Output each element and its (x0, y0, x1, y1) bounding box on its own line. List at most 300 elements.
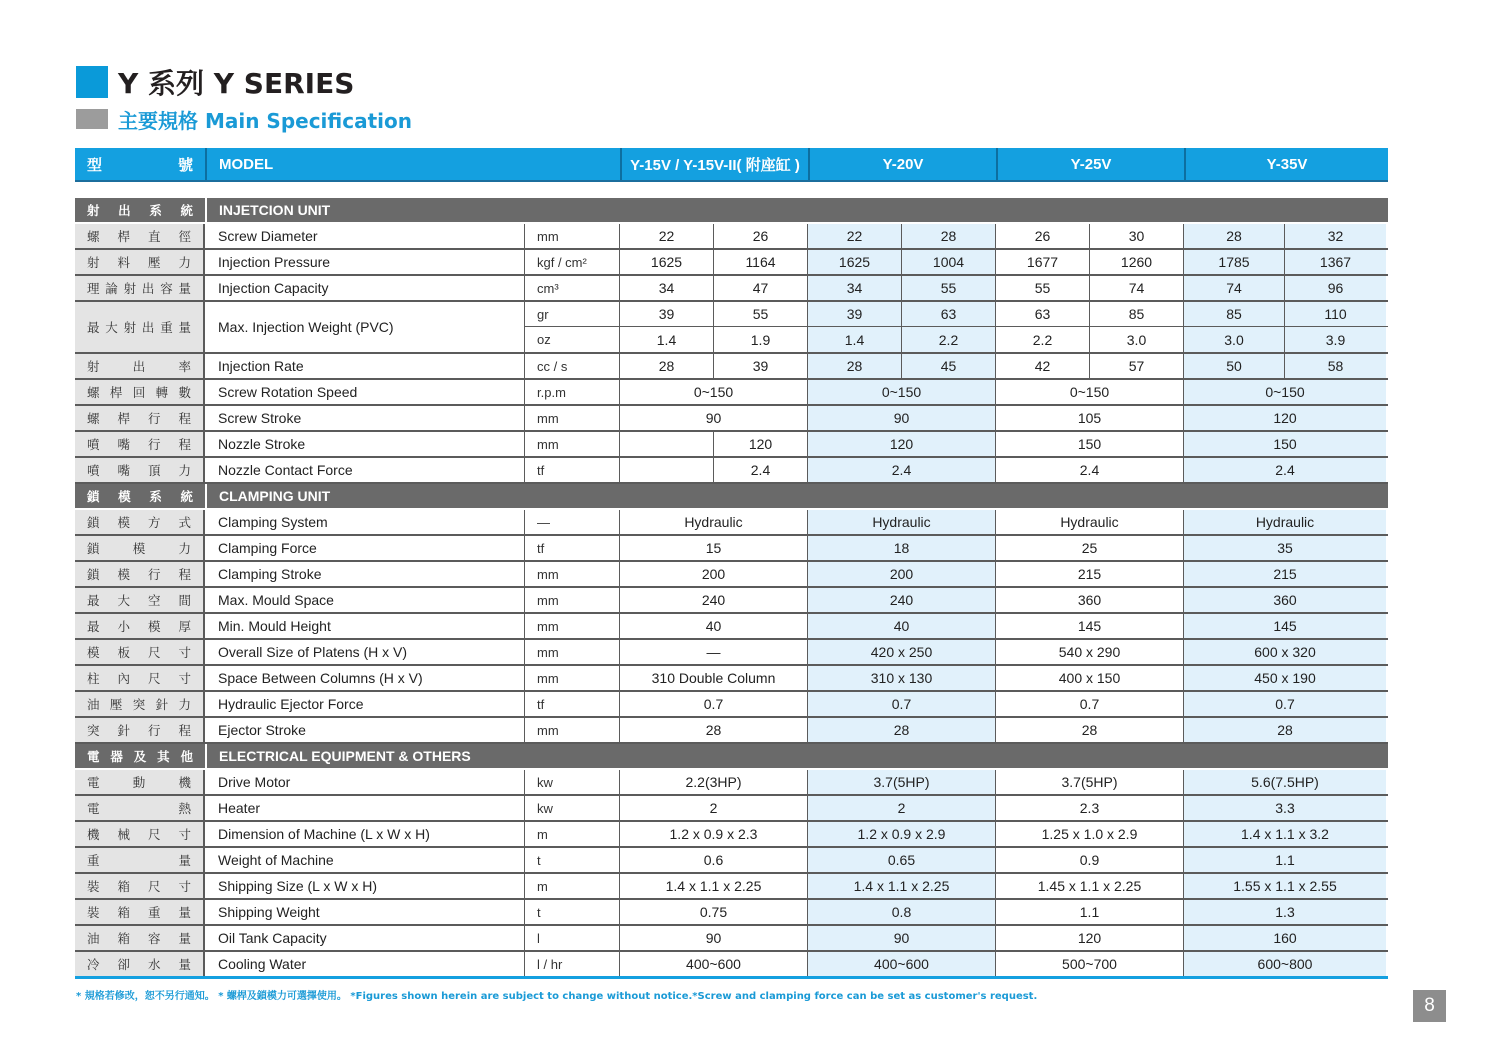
value-cell: 120 (1184, 406, 1386, 430)
cn-char: 針 (117, 723, 130, 738)
value-cell: 55 (996, 276, 1090, 300)
value-cell: 22 (620, 224, 714, 248)
value-cell: 58 (1285, 354, 1386, 378)
value-cell: 160 (1184, 926, 1386, 950)
value-cell: 0.7 (808, 692, 996, 716)
cn-char: 突 (87, 723, 100, 738)
header-model-4: Y-35V (1266, 155, 1308, 173)
value-cell: — (620, 640, 808, 664)
cn-char: 系 (149, 203, 162, 218)
row-cn-label (75, 432, 205, 456)
unit-cell: l (525, 926, 620, 950)
cn-char: 量 (178, 320, 191, 335)
row-en-label: Screw Stroke (205, 406, 525, 430)
value-cell: 63 (902, 302, 996, 326)
section-header (75, 198, 1388, 224)
value-cell: 0.6 (620, 848, 808, 872)
value-cell: 2.4 (996, 458, 1184, 482)
unit-cell: kw (525, 796, 620, 820)
section-header (75, 744, 1388, 770)
value-cell: 1.55 x 1.1 x 2.55 (1184, 874, 1386, 898)
row-cn-label (75, 900, 205, 924)
cn-char: 電 (87, 801, 100, 816)
cn-char: 螺 (87, 411, 100, 426)
row-en-label: Screw Diameter (205, 224, 525, 248)
cn-char: 最 (87, 593, 100, 608)
value-cell: 55 (902, 276, 996, 300)
cn-char: 程 (178, 411, 191, 426)
cn-char: 大 (105, 320, 118, 335)
value-cell: 240 (620, 588, 808, 612)
row-sub-rows (525, 302, 1388, 352)
cn-char: 尺 (147, 671, 161, 686)
cn-char: 重 (147, 905, 161, 920)
value-cell: 90 (620, 926, 808, 950)
table-row (75, 822, 1388, 848)
footnote: * 規格若修改，恕不另行通知。 * 螺桿及鎖模力可選擇使用。 *Figures shown herein are subject to change without notice.*Screw and clamping force can be set as customer's request. (76, 991, 1038, 1002)
cn-char: 行 (147, 567, 161, 582)
cn-char: 論 (105, 281, 118, 296)
cn-char: 行 (147, 723, 161, 738)
cn-char: 間 (178, 593, 191, 608)
cn-char: 容 (147, 931, 161, 946)
section-title: ELECTRICAL EQUIPMENT & OTHERS (219, 748, 471, 764)
value-cell: 90 (808, 406, 996, 430)
value-cell: 0.7 (1184, 692, 1386, 716)
value-cell: 26 (996, 224, 1090, 248)
value-cell: 18 (808, 536, 996, 560)
row-en-label: Clamping System (205, 510, 525, 534)
row-cn-label (75, 562, 205, 586)
value-cell: 90 (620, 406, 808, 430)
cn-char: 熱 (178, 801, 191, 816)
table-row (75, 536, 1388, 562)
cn-char: 卻 (117, 957, 130, 972)
table-row (75, 276, 1388, 302)
row-cn-label (75, 224, 205, 248)
value-cell: 0.8 (808, 900, 996, 924)
value-cell: 2.4 (808, 458, 996, 482)
value-cell: 85 (1090, 302, 1184, 326)
value-cell: 110 (1285, 302, 1386, 326)
unit-cell: m (525, 874, 620, 898)
value-cell: 3.7(5HP) (808, 770, 996, 794)
value-cell: 2.4 (1184, 458, 1386, 482)
cn-char: 量 (178, 905, 191, 920)
cn-char: 大 (117, 593, 130, 608)
value-cell: 0.7 (996, 692, 1184, 716)
cn-char: 程 (178, 567, 191, 582)
unit-cell: kw (525, 770, 620, 794)
value-cell: 0.75 (620, 900, 808, 924)
row-en-label: Dimension of Machine (L x W x H) (205, 822, 525, 846)
cn-char: 鎖 (87, 489, 100, 504)
table-row (75, 718, 1388, 744)
value-cell: 200 (808, 562, 996, 586)
value-cell: 34 (808, 276, 902, 300)
cn-char: 數 (178, 385, 191, 400)
header-cn: 型 號 (75, 148, 207, 180)
value-cell: 1.4 (620, 327, 714, 352)
table-row (75, 900, 1388, 926)
value-cell: 5.6(7.5HP) (1184, 770, 1386, 794)
row-en-label: Oil Tank Capacity (205, 926, 525, 950)
value-cell: 1.4 x 1.1 x 2.25 (620, 874, 808, 898)
row-en-label: Space Between Columns (H x V) (205, 666, 525, 690)
table-row (75, 588, 1388, 614)
section-title: INJETCION UNIT (219, 202, 331, 218)
cn-char: 力 (178, 697, 191, 712)
value-cell: 57 (1090, 354, 1184, 378)
value-cell: 28 (620, 354, 714, 378)
value-cell: 90 (808, 926, 996, 950)
cn-char: 機 (87, 827, 100, 842)
value-cell: 2.2 (902, 327, 996, 352)
cn-char: 程 (178, 723, 191, 738)
unit-cell: t (525, 900, 620, 924)
cn-char: 寸 (178, 879, 191, 894)
value-cell: 2.4 (714, 458, 808, 482)
value-cell: 47 (714, 276, 808, 300)
value-cell: 500~700 (996, 952, 1184, 976)
row-cn-label (75, 874, 205, 898)
value-cell: 28 (808, 718, 996, 742)
row-en-label: Weight of Machine (205, 848, 525, 872)
unit-cell: mm (525, 614, 620, 638)
cn-char: 器 (110, 749, 123, 764)
unit-cell: r.p.m (525, 380, 620, 404)
value-cell: 3.0 (1090, 327, 1184, 352)
row-cn-label (75, 380, 205, 404)
value-cell: 1.4 x 1.1 x 3.2 (1184, 822, 1386, 846)
value-cell: 3.3 (1184, 796, 1386, 820)
cn-char: 射 (123, 320, 137, 335)
value-cell: 26 (714, 224, 808, 248)
value-cell: 40 (808, 614, 996, 638)
cn-char: 量 (178, 957, 191, 972)
cn-char: 螺 (87, 229, 100, 244)
section-cn (75, 484, 207, 508)
cn-char: 頂 (147, 463, 161, 478)
cn-char: 柱 (87, 671, 100, 686)
value-cell: 1625 (808, 250, 902, 274)
unit-cell: tf (525, 458, 620, 482)
cn-char: 射 (87, 359, 100, 374)
value-cell: 450 x 190 (1184, 666, 1386, 690)
value-cell: 39 (620, 302, 714, 326)
cn-char: 模 (117, 567, 130, 582)
value-cell: 1.4 (808, 327, 902, 352)
value-cell: 2.2 (996, 327, 1090, 352)
value-cell: 28 (1184, 224, 1285, 248)
cn-char: 板 (117, 645, 130, 660)
row-en-label: Heater (205, 796, 525, 820)
cn-char: 寸 (178, 827, 191, 842)
cn-char: 鎖 (87, 515, 100, 530)
unit-cell: mm (525, 666, 620, 690)
cn-char: 尺 (147, 879, 161, 894)
title-text: Y 系列 Y SERIES (118, 67, 355, 100)
unit-cell: mm (525, 718, 620, 742)
cn-char: 及 (133, 749, 147, 764)
value-cell: Hydraulic (808, 510, 996, 534)
value-cell: 1.3 (1184, 900, 1386, 924)
row-en-label: Shipping Weight (205, 900, 525, 924)
cn-char: 量 (178, 931, 191, 946)
cn-char: 料 (117, 255, 130, 270)
value-cell: 400 x 150 (996, 666, 1184, 690)
cn-char: 直 (147, 229, 161, 244)
cn-char: 電 (87, 775, 100, 790)
value-cell: 2 (808, 796, 996, 820)
value-cell: 25 (996, 536, 1184, 560)
value-cell: Hydraulic (620, 510, 808, 534)
cn-char: 統 (180, 203, 193, 218)
row-cn-label (75, 614, 205, 638)
cn-char: 尺 (147, 827, 161, 842)
value-cell: 1.45 x 1.1 x 2.25 (996, 874, 1184, 898)
cn-char: 行 (147, 437, 161, 452)
value-cell (620, 458, 714, 482)
cn-char: 出 (118, 203, 131, 218)
unit-cell: mm (525, 224, 620, 248)
table-row (75, 770, 1388, 796)
subtitle-text: 主要規格 Main Specification (118, 108, 412, 133)
row-en-label: Max. Mould Space (205, 588, 525, 612)
table-row (75, 406, 1388, 432)
cn-char: 容 (160, 281, 173, 296)
unit-cell: m (525, 822, 620, 846)
section-cn (75, 744, 207, 768)
cn-char: 重 (160, 320, 173, 335)
cn-char: 寸 (178, 671, 191, 686)
cn-char: 他 (180, 749, 193, 764)
cn-char: 最 (87, 320, 100, 335)
value-cell: 1.9 (714, 327, 808, 352)
table-row (75, 224, 1388, 250)
cn-char: 出 (141, 320, 155, 335)
row-en-label: Hydraulic Ejector Force (205, 692, 525, 716)
cn-char: 重 (87, 853, 100, 868)
table-row (75, 354, 1388, 380)
row-cn-label (75, 302, 205, 352)
table-row (75, 614, 1388, 640)
header-model-label: MODEL (207, 148, 622, 180)
row-cn-label (75, 666, 205, 690)
table-row (75, 640, 1388, 666)
row-en-label: Clamping Force (205, 536, 525, 560)
row-en-label: Max. Injection Weight (PVC) (205, 302, 525, 352)
value-cell: 120 (996, 926, 1184, 950)
cn-char: 桿 (117, 411, 130, 426)
cn-char: 裝 (87, 905, 100, 920)
value-cell: 2.2(3HP) (620, 770, 808, 794)
value-cell: 1004 (902, 250, 996, 274)
cn-char: 量 (178, 281, 191, 296)
cn-char: 油 (87, 697, 100, 712)
cn-char: 統 (180, 489, 193, 504)
row-cn-label (75, 926, 205, 950)
row-cn-label (75, 406, 205, 430)
value-cell: 34 (620, 276, 714, 300)
row-cn-label (75, 848, 205, 872)
cn-char: 厚 (178, 619, 191, 634)
cn-char: 噴 (87, 437, 100, 452)
value-cell: 1.25 x 1.0 x 2.9 (996, 822, 1184, 846)
cn-char: 射 (87, 255, 100, 270)
cn-char: 射 (87, 203, 100, 218)
cn-char: 理 (87, 281, 100, 296)
sub-row (525, 302, 1388, 327)
value-cell: 63 (996, 302, 1090, 326)
value-cell: 42 (996, 354, 1090, 378)
value-cell: 540 x 290 (996, 640, 1184, 664)
table-row (75, 250, 1388, 276)
cn-char: 模 (118, 489, 131, 504)
cn-char: 箱 (117, 905, 130, 920)
cn-char: 針 (155, 697, 169, 712)
value-cell: 28 (620, 718, 808, 742)
value-cell: 1.2 x 0.9 x 2.9 (808, 822, 996, 846)
value-cell: 40 (620, 614, 808, 638)
cn-char: 式 (178, 515, 191, 530)
value-cell: 30 (1090, 224, 1184, 248)
table-row (75, 562, 1388, 588)
cn-char: 模 (117, 515, 130, 530)
cn-char: 力 (178, 255, 191, 270)
value-cell: 1.2 x 0.9 x 2.3 (620, 822, 808, 846)
value-cell: 600~800 (1184, 952, 1386, 976)
value-cell: 96 (1285, 276, 1386, 300)
value-cell: 150 (1184, 432, 1386, 456)
unit-cell: l / hr (525, 952, 620, 976)
table-row (75, 432, 1388, 458)
unit-cell: mm (525, 640, 620, 664)
value-cell: Hydraulic (996, 510, 1184, 534)
section-title: CLAMPING UNIT (219, 488, 331, 504)
cn-char: 模 (132, 541, 146, 556)
cn-char: 箱 (117, 931, 130, 946)
table-row (75, 874, 1388, 900)
value-cell: 50 (1184, 354, 1285, 378)
value-cell: 120 (714, 432, 808, 456)
value-cell: 1367 (1285, 250, 1386, 274)
table-row (75, 692, 1388, 718)
value-cell: 2.3 (996, 796, 1184, 820)
value-cell: 0~150 (808, 380, 996, 404)
row-en-label: Injection Pressure (205, 250, 525, 274)
header-model-2: Y-20V (810, 148, 998, 180)
value-cell: 200 (620, 562, 808, 586)
unit-cell: mm (525, 588, 620, 612)
value-cell: 3.0 (1184, 327, 1285, 352)
page-subtitle (76, 108, 412, 133)
cn-char: 桿 (117, 229, 130, 244)
cn-char: 射 (123, 281, 137, 296)
value-cell: 215 (1184, 562, 1386, 586)
value-cell: 35 (1184, 536, 1386, 560)
value-cell: 310 x 130 (808, 666, 996, 690)
value-cell: 0~150 (620, 380, 808, 404)
cn-char: 鎖 (87, 541, 100, 556)
value-cell: 600 x 320 (1184, 640, 1386, 664)
row-cn-label (75, 692, 205, 716)
value-cell: 22 (808, 224, 902, 248)
value-cell: 360 (1184, 588, 1386, 612)
cn-char: 寸 (178, 645, 191, 660)
unit-cell: tf (525, 692, 620, 716)
page-number: 8 (1413, 990, 1446, 1022)
cn-char: 螺 (87, 385, 100, 400)
cn-char: 出 (132, 359, 146, 374)
row-en-label: Nozzle Contact Force (205, 458, 525, 482)
cn-char: 突 (132, 697, 146, 712)
cn-char: 轉 (155, 385, 169, 400)
value-cell: 1785 (1184, 250, 1285, 274)
value-cell: 45 (902, 354, 996, 378)
cn-char: 出 (141, 281, 155, 296)
table-row-double (75, 302, 1388, 354)
value-cell: 28 (902, 224, 996, 248)
cn-char: 裝 (87, 879, 100, 894)
row-en-label: Ejector Stroke (205, 718, 525, 742)
cn-char: 機 (178, 775, 191, 790)
unit-cell: kgf / cm² (525, 250, 620, 274)
value-cell: 32 (1285, 224, 1386, 248)
value-cell: 3.7(5HP) (996, 770, 1184, 794)
table-row (75, 926, 1388, 952)
value-cell: 420 x 250 (808, 640, 996, 664)
cn-char: 最 (87, 619, 100, 634)
row-en-label: Shipping Size (L x W x H) (205, 874, 525, 898)
value-cell: 39 (714, 354, 808, 378)
unit-cell: t (525, 848, 620, 872)
row-en-label: Screw Rotation Speed (205, 380, 525, 404)
row-en-label: Nozzle Stroke (205, 432, 525, 456)
row-cn-label (75, 588, 205, 612)
row-cn-label (75, 640, 205, 664)
row-en-label: Drive Motor (205, 770, 525, 794)
value-cell: 145 (996, 614, 1184, 638)
row-cn-label (75, 510, 205, 534)
value-cell: 15 (620, 536, 808, 560)
row-en-label: Injection Capacity (205, 276, 525, 300)
value-cell (620, 432, 714, 456)
table-row (75, 952, 1388, 978)
value-cell: 145 (1184, 614, 1386, 638)
row-cn-label (75, 354, 205, 378)
row-cn-label (75, 770, 205, 794)
unit-cell: oz (525, 327, 620, 352)
row-cn-label (75, 952, 205, 976)
value-cell: 39 (808, 302, 902, 326)
cn-char: 空 (147, 593, 161, 608)
cn-char: 壓 (109, 697, 123, 712)
cn-char: 水 (147, 957, 161, 972)
value-cell: 85 (1184, 302, 1285, 326)
table-row (75, 380, 1388, 406)
row-en-label: Overall Size of Platens (H x V) (205, 640, 525, 664)
cn-char: 徑 (178, 229, 191, 244)
table-row (75, 458, 1388, 484)
value-cell: 1260 (1090, 250, 1184, 274)
cn-char: 量 (178, 853, 191, 868)
table-row (75, 666, 1388, 692)
table-row (75, 848, 1388, 874)
value-cell: 1.4 x 1.1 x 2.25 (808, 874, 996, 898)
unit-cell: mm (525, 432, 620, 456)
value-cell: 3.9 (1285, 327, 1386, 352)
